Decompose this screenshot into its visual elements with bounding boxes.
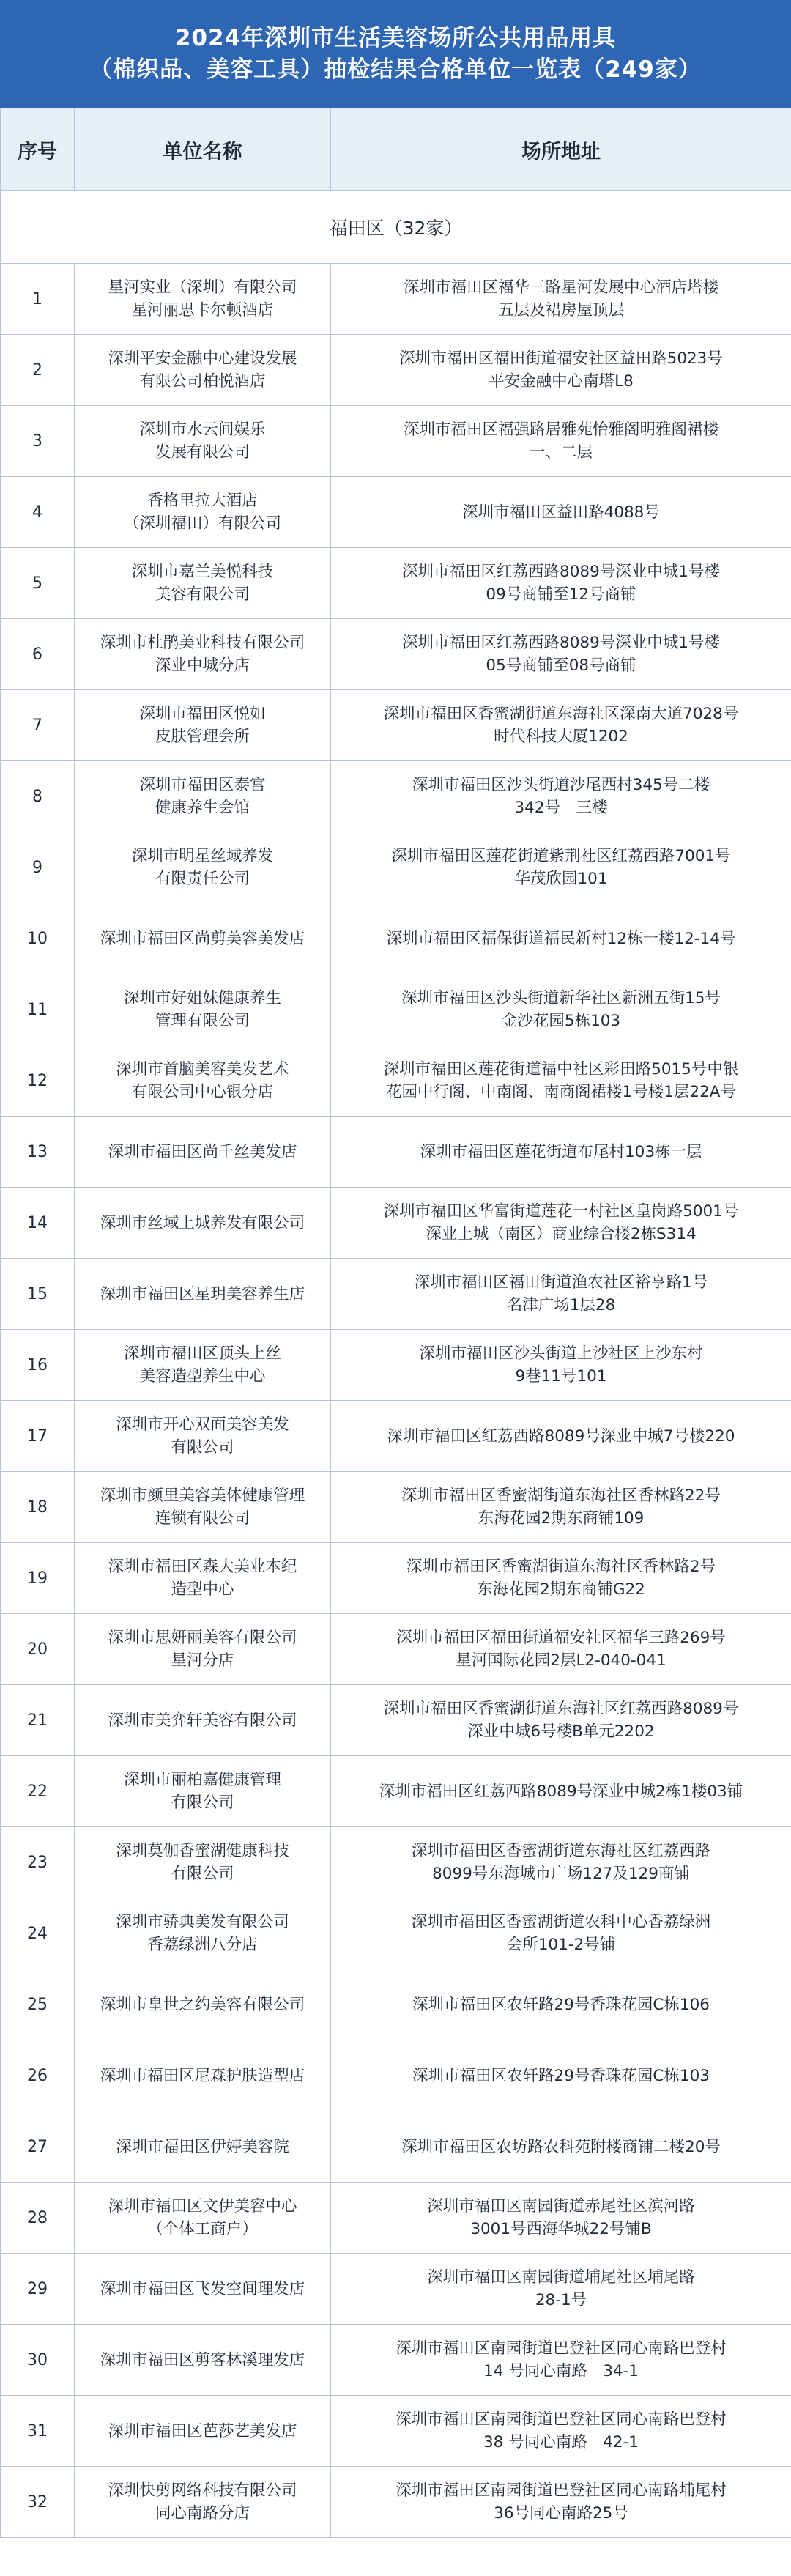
table-row: [1, 1685, 791, 1756]
row-seq: 24: [1, 1898, 75, 1969]
row-seq: 3: [1, 406, 75, 477]
table-row: [1, 832, 791, 903]
table-row: [1, 477, 791, 548]
row-seq: 13: [1, 1117, 75, 1188]
row-unit-name: 星河实业（深圳）有限公司 星河丽思卡尔顿酒店: [75, 264, 331, 335]
row-address: 深圳市福田区福田街道渔农社区裕亨路1号 名津广场1层28: [331, 1259, 791, 1330]
table-row: [1, 761, 791, 832]
table-row: [1, 1401, 791, 1472]
row-address: 深圳市福田区沙头街道上沙社区上沙东村 9巷11号101: [331, 1330, 791, 1401]
row-seq: 17: [1, 1401, 75, 1472]
row-address: 深圳市福田区华富街道莲花一村社区皇岗路5001号 深业上城（南区）商业综合楼2栋S314: [331, 1188, 791, 1259]
row-unit-name: 深圳市皇世之约美容有限公司: [75, 1969, 331, 2040]
row-seq: 19: [1, 1543, 75, 1614]
row-seq: 22: [1, 1756, 75, 1827]
table-row: [1, 2467, 791, 2538]
row-unit-name: 深圳市水云间娱乐 发展有限公司: [75, 406, 331, 477]
row-seq: 25: [1, 1969, 75, 2040]
row-unit-name: 深圳市福田区泰宫 健康养生会馆: [75, 761, 331, 832]
table-row: [1, 1330, 791, 1401]
row-address: 深圳市福田区香蜜湖街道东海社区香林路2号 东海花园2期东商铺G22: [331, 1543, 791, 1614]
row-seq: 26: [1, 2040, 75, 2111]
row-address: 深圳市福田区沙头街道沙尾西村345号二楼 342号 三楼: [331, 761, 791, 832]
row-address: 深圳市福田区莲花街道福中社区彩田路5015号中银 花园中行阁、中南阁、南商阁裙楼1号楼1层22A号: [331, 1045, 791, 1117]
row-seq: 12: [1, 1045, 75, 1117]
title-line-1: 2024年深圳市生活美容场所公共用品用具: [174, 24, 617, 51]
row-address: 深圳市福田区南园街道巴登社区同心南路巴登村 38 号同心南路 42-1: [331, 2396, 791, 2467]
table-row: [1, 1827, 791, 1898]
table-row: [1, 1898, 791, 1969]
table-row: [1, 903, 791, 974]
row-unit-name: 深圳市开心双面美容美发 有限公司: [75, 1401, 331, 1472]
row-unit-name: 深圳市福田区尚剪美容美发店: [75, 903, 331, 974]
row-address: 深圳市福田区福强路居雅苑怡雅阁明雅阁裙楼 一、二层: [331, 406, 791, 477]
table-row: [1, 1045, 791, 1117]
row-seq: 5: [1, 548, 75, 619]
row-seq: 2: [1, 335, 75, 406]
row-unit-name: 深圳平安金融中心建设发展 有限公司柏悦酒店: [75, 335, 331, 406]
row-seq: 27: [1, 2111, 75, 2183]
table-row: [1, 2396, 791, 2467]
table-row: [1, 1614, 791, 1685]
row-unit-name: 深圳市骄典美发有限公司 香荔绿洲八分店: [75, 1898, 331, 1969]
row-seq: 21: [1, 1685, 75, 1756]
row-unit-name: 深圳市福田区文伊美容中心 （个体工商户）: [75, 2183, 331, 2254]
row-address: 深圳市福田区香蜜湖街道东海社区红荔西路8089号 深业中城6号楼B单元2202: [331, 1685, 791, 1756]
row-seq: 31: [1, 2396, 75, 2467]
header-address: 场所地址: [331, 108, 791, 191]
row-unit-name: 深圳快剪网络科技有限公司 同心南路分店: [75, 2467, 331, 2538]
row-address: 深圳市福田区福田街道福安社区益田路5023号 平安金融中心南塔L8: [331, 335, 791, 406]
row-address: 深圳市福田区南园街道赤尾社区滨河路 3001号西海华城22号铺B: [331, 2183, 791, 2254]
row-unit-name: 深圳市福田区芭莎艺美发店: [75, 2396, 331, 2467]
row-unit-name: 深圳市福田区悦如 皮肤管理会所: [75, 690, 331, 761]
row-address: 深圳市福田区福华三路星河发展中心酒店塔楼 五层及裙房屋顶层: [331, 264, 791, 335]
table-row: [1, 2325, 791, 2396]
header-unit-name: 单位名称: [75, 108, 331, 191]
row-unit-name: 深圳市嘉兰美悦科技 美容有限公司: [75, 548, 331, 619]
row-unit-name: 香格里拉大酒店 （深圳福田）有限公司: [75, 477, 331, 548]
table-row: [1, 2111, 791, 2183]
table-row: [1, 690, 791, 761]
row-address: 深圳市福田区农轩路29号香珠花园C栋106: [331, 1969, 791, 2040]
row-address: 深圳市福田区莲花街道紫荆社区红荔西路7001号 华茂欣园101: [331, 832, 791, 903]
table-body: [1, 191, 791, 2538]
row-address: 深圳市福田区香蜜湖街道东海社区红荔西路 8099号东海城市广场127及129商铺: [331, 1827, 791, 1898]
row-unit-name: 深圳市福田区星玥美容养生店: [75, 1259, 331, 1330]
row-address: 深圳市福田区南园街道埔尾社区埔尾路 28-1号: [331, 2254, 791, 2325]
row-seq: 32: [1, 2467, 75, 2538]
table-row: [1, 1969, 791, 2040]
row-address: 深圳市福田区莲花街道布尾村103栋一层: [331, 1117, 791, 1188]
table-header-row: [1, 108, 791, 191]
row-seq: 9: [1, 832, 75, 903]
row-unit-name: 深圳市思妍丽美容有限公司 星河分店: [75, 1614, 331, 1685]
row-address: 深圳市福田区益田路4088号: [331, 477, 791, 548]
row-address: 深圳市福田区沙头街道新华社区新洲五街15号 金沙花园5栋103: [331, 974, 791, 1045]
row-unit-name: 深圳市丽柏嘉健康管理 有限公司: [75, 1756, 331, 1827]
row-unit-name: 深圳市丝域上城养发有限公司: [75, 1188, 331, 1259]
row-unit-name: 深圳市好姐妹健康养生 管理有限公司: [75, 974, 331, 1045]
row-unit-name: 深圳市首脑美容美发艺术 有限公司中心银分店: [75, 1045, 331, 1117]
table-row: [1, 1756, 791, 1827]
row-unit-name: 深圳市福田区剪客林溪理发店: [75, 2325, 331, 2396]
table-row: [1, 264, 791, 335]
row-seq: 8: [1, 761, 75, 832]
row-unit-name: 深圳市福田区尚千丝美发店: [75, 1117, 331, 1188]
row-seq: 18: [1, 1472, 75, 1543]
row-address: 深圳市福田区农坊路农科苑附楼商铺二楼20号: [331, 2111, 791, 2183]
table-row: [1, 619, 791, 690]
table-row: [1, 2183, 791, 2254]
row-address: 深圳市福田区香蜜湖街道东海社区深南大道7028号 时代科技大厦1202: [331, 690, 791, 761]
table-row: [1, 2040, 791, 2111]
row-address: 深圳市福田区香蜜湖街道农科中心香荔绿洲 会所101-2号铺: [331, 1898, 791, 1969]
row-unit-name: 深圳市福田区尼森护肤造型店: [75, 2040, 331, 2111]
row-unit-name: 深圳市福田区森大美业本纪 造型中心: [75, 1543, 331, 1614]
title-banner: [0, 0, 791, 108]
row-seq: 30: [1, 2325, 75, 2396]
row-seq: 15: [1, 1259, 75, 1330]
row-address: 深圳市福田区福保街道福民新村12栋一楼12-14号: [331, 903, 791, 974]
row-seq: 23: [1, 1827, 75, 1898]
row-seq: 29: [1, 2254, 75, 2325]
row-address: 深圳市福田区红荔西路8089号深业中城7号楼220: [331, 1401, 791, 1472]
row-seq: 28: [1, 2183, 75, 2254]
row-address: 深圳市福田区香蜜湖街道东海社区香林路22号 东海花园2期东商铺109: [331, 1472, 791, 1543]
row-seq: 6: [1, 619, 75, 690]
district-row: [1, 191, 791, 264]
row-seq: 16: [1, 1330, 75, 1401]
row-address: 深圳市福田区红荔西路8089号深业中城2栋1楼03铺: [331, 1756, 791, 1827]
results-table: [0, 108, 791, 2538]
table-row: [1, 1117, 791, 1188]
row-seq: 11: [1, 974, 75, 1045]
row-seq: 10: [1, 903, 75, 974]
row-unit-name: 深圳市颜里美容美体健康管理 连锁有限公司: [75, 1472, 331, 1543]
row-address: 深圳市福田区福田街道福安社区福华三路269号 星河国际花园2层L2-040-041: [331, 1614, 791, 1685]
table-row: [1, 2254, 791, 2325]
row-unit-name: 深圳市美弈轩美容有限公司: [75, 1685, 331, 1756]
row-address: 深圳市福田区南园街道巴登社区同心南路埔尾村 36号同心南路25号: [331, 2467, 791, 2538]
row-unit-name: 深圳莫伽香蜜湖健康科技 有限公司: [75, 1827, 331, 1898]
table-row: [1, 548, 791, 619]
row-seq: 20: [1, 1614, 75, 1685]
row-address: 深圳市福田区南园街道巴登社区同心南路巴登村 14 号同心南路 34-1: [331, 2325, 791, 2396]
row-unit-name: 深圳市福田区顶头上丝 美容造型养生中心: [75, 1330, 331, 1401]
table-row: [1, 1188, 791, 1259]
district-label: 福田区（32家）: [1, 191, 791, 264]
table-row: [1, 974, 791, 1045]
row-unit-name: 深圳市福田区伊婷美容院: [75, 2111, 331, 2183]
row-seq: 14: [1, 1188, 75, 1259]
row-seq: 7: [1, 690, 75, 761]
header-seq: 序号: [1, 108, 75, 191]
row-seq: 1: [1, 264, 75, 335]
row-unit-name: 深圳市杜鹃美业科技有限公司 深业中城分店: [75, 619, 331, 690]
row-address: 深圳市福田区农轩路29号香珠花园C栋103: [331, 2040, 791, 2111]
row-address: 深圳市福田区红荔西路8089号深业中城1号楼 09号商铺至12号商铺: [331, 548, 791, 619]
table-row: [1, 1543, 791, 1614]
table-row: [1, 406, 791, 477]
table-row: [1, 1259, 791, 1330]
row-unit-name: 深圳市福田区飞发空间理发店: [75, 2254, 331, 2325]
row-seq: 4: [1, 477, 75, 548]
table-row: [1, 335, 791, 406]
table-row: [1, 1472, 791, 1543]
row-unit-name: 深圳市明星丝域养发 有限责任公司: [75, 832, 331, 903]
title-line-2: （棉织品、美容工具）抽检结果合格单位一览表（249家）: [89, 56, 702, 83]
row-address: 深圳市福田区红荔西路8089号深业中城1号楼 05号商铺至08号商铺: [331, 619, 791, 690]
